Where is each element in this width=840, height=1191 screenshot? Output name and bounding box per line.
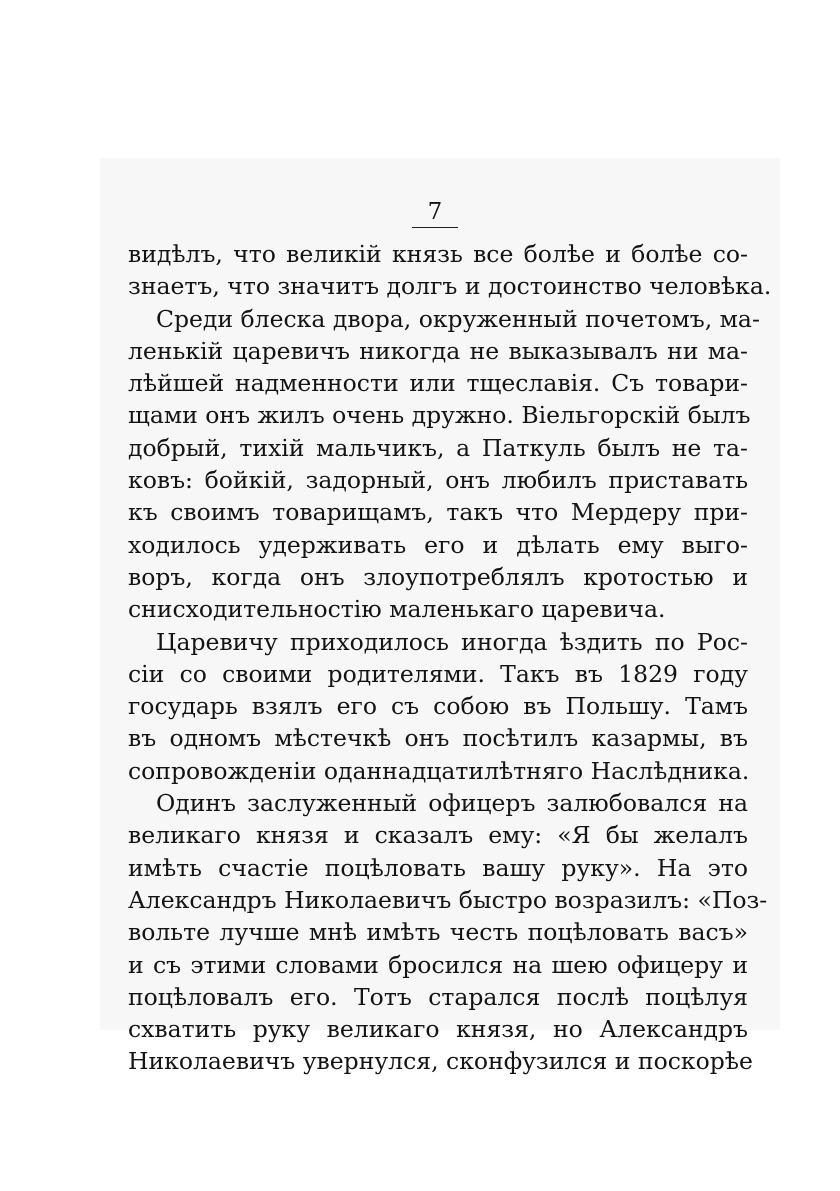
- text-line: знаетъ, что значитъ долгъ и достоинство человѣка.: [128, 272, 772, 301]
- paragraph-1: [128, 238, 772, 303]
- text-line: Николаевичъ увернулся, сконфузился и поскорѣе: [128, 1047, 753, 1076]
- text-line: добрый, тихій мальчикъ, а Паткуль былъ не та-: [128, 433, 748, 462]
- text-line: Среди блеска двора, окруженный почетомъ, ма-: [156, 304, 760, 333]
- text-line: щами онъ жилъ очень дружно. Віельгорскій былъ: [128, 401, 751, 430]
- text-line: Александръ Николаевичъ быстро возразилъ: «Поз-: [128, 885, 768, 914]
- text-line: и съ этими словами бросился на шею офицеру и: [128, 950, 748, 979]
- page-number-text: 7: [412, 198, 459, 228]
- paragraph-3: [128, 626, 748, 787]
- text-line: видѣлъ, что великій князь все болѣе и болѣе со-: [128, 240, 748, 268]
- text-line: ковъ: бойкій, задорный, онъ любилъ приставать: [128, 466, 748, 495]
- text-line: вольте лучше мнѣ имѣть честь поцѣловать васъ»: [128, 918, 748, 947]
- text-line: лѣйшей надменности или тщеславія. Съ товари-: [128, 369, 748, 398]
- text-line: сіи со своими родителями. Такъ въ 1829 году: [128, 659, 748, 688]
- text-line: великаго князя и сказалъ ему: «Я бы желалъ: [128, 821, 748, 850]
- text-line: сопровожденіи оданнадцатилѣтняго Наслѣдника.: [128, 756, 750, 785]
- paragraph-4: [128, 787, 768, 1078]
- text-line: въ одномъ мѣстечкѣ онъ посѣтилъ казармы, въ: [128, 724, 748, 753]
- text-line: ленькій царевичъ никогда не выказывалъ ни ма-: [128, 336, 748, 365]
- text-line: Одинъ заслуженный офицеръ залюбовался на: [156, 789, 748, 818]
- text-line: къ своимъ товарищамъ, такъ что Мердеру при-: [128, 498, 748, 527]
- text-line: государь взялъ его съ собою въ Польшу. Тамъ: [128, 692, 748, 721]
- text-line: Царевичу приходилось иногда ѣздить по Рос-: [156, 627, 748, 656]
- text-line: ходилось удерживать его и дѣлать ему выго-: [128, 530, 748, 559]
- text-line: воръ, когда онъ злоупотреблялъ кротостью и: [128, 562, 748, 591]
- page-body: [128, 238, 772, 1078]
- text-line: поцѣловалъ его. Тотъ старался послѣ поцѣлуя: [128, 982, 748, 1011]
- text-line: имѣть счастіе поцѣловать вашу руку». На это: [128, 853, 748, 882]
- text-line: снисходительностію маленькаго царевича.: [128, 595, 666, 624]
- paragraph-2: [128, 303, 760, 626]
- text-line: схватить руку великаго князя, но Александръ: [128, 1015, 748, 1044]
- page-number: [0, 198, 840, 228]
